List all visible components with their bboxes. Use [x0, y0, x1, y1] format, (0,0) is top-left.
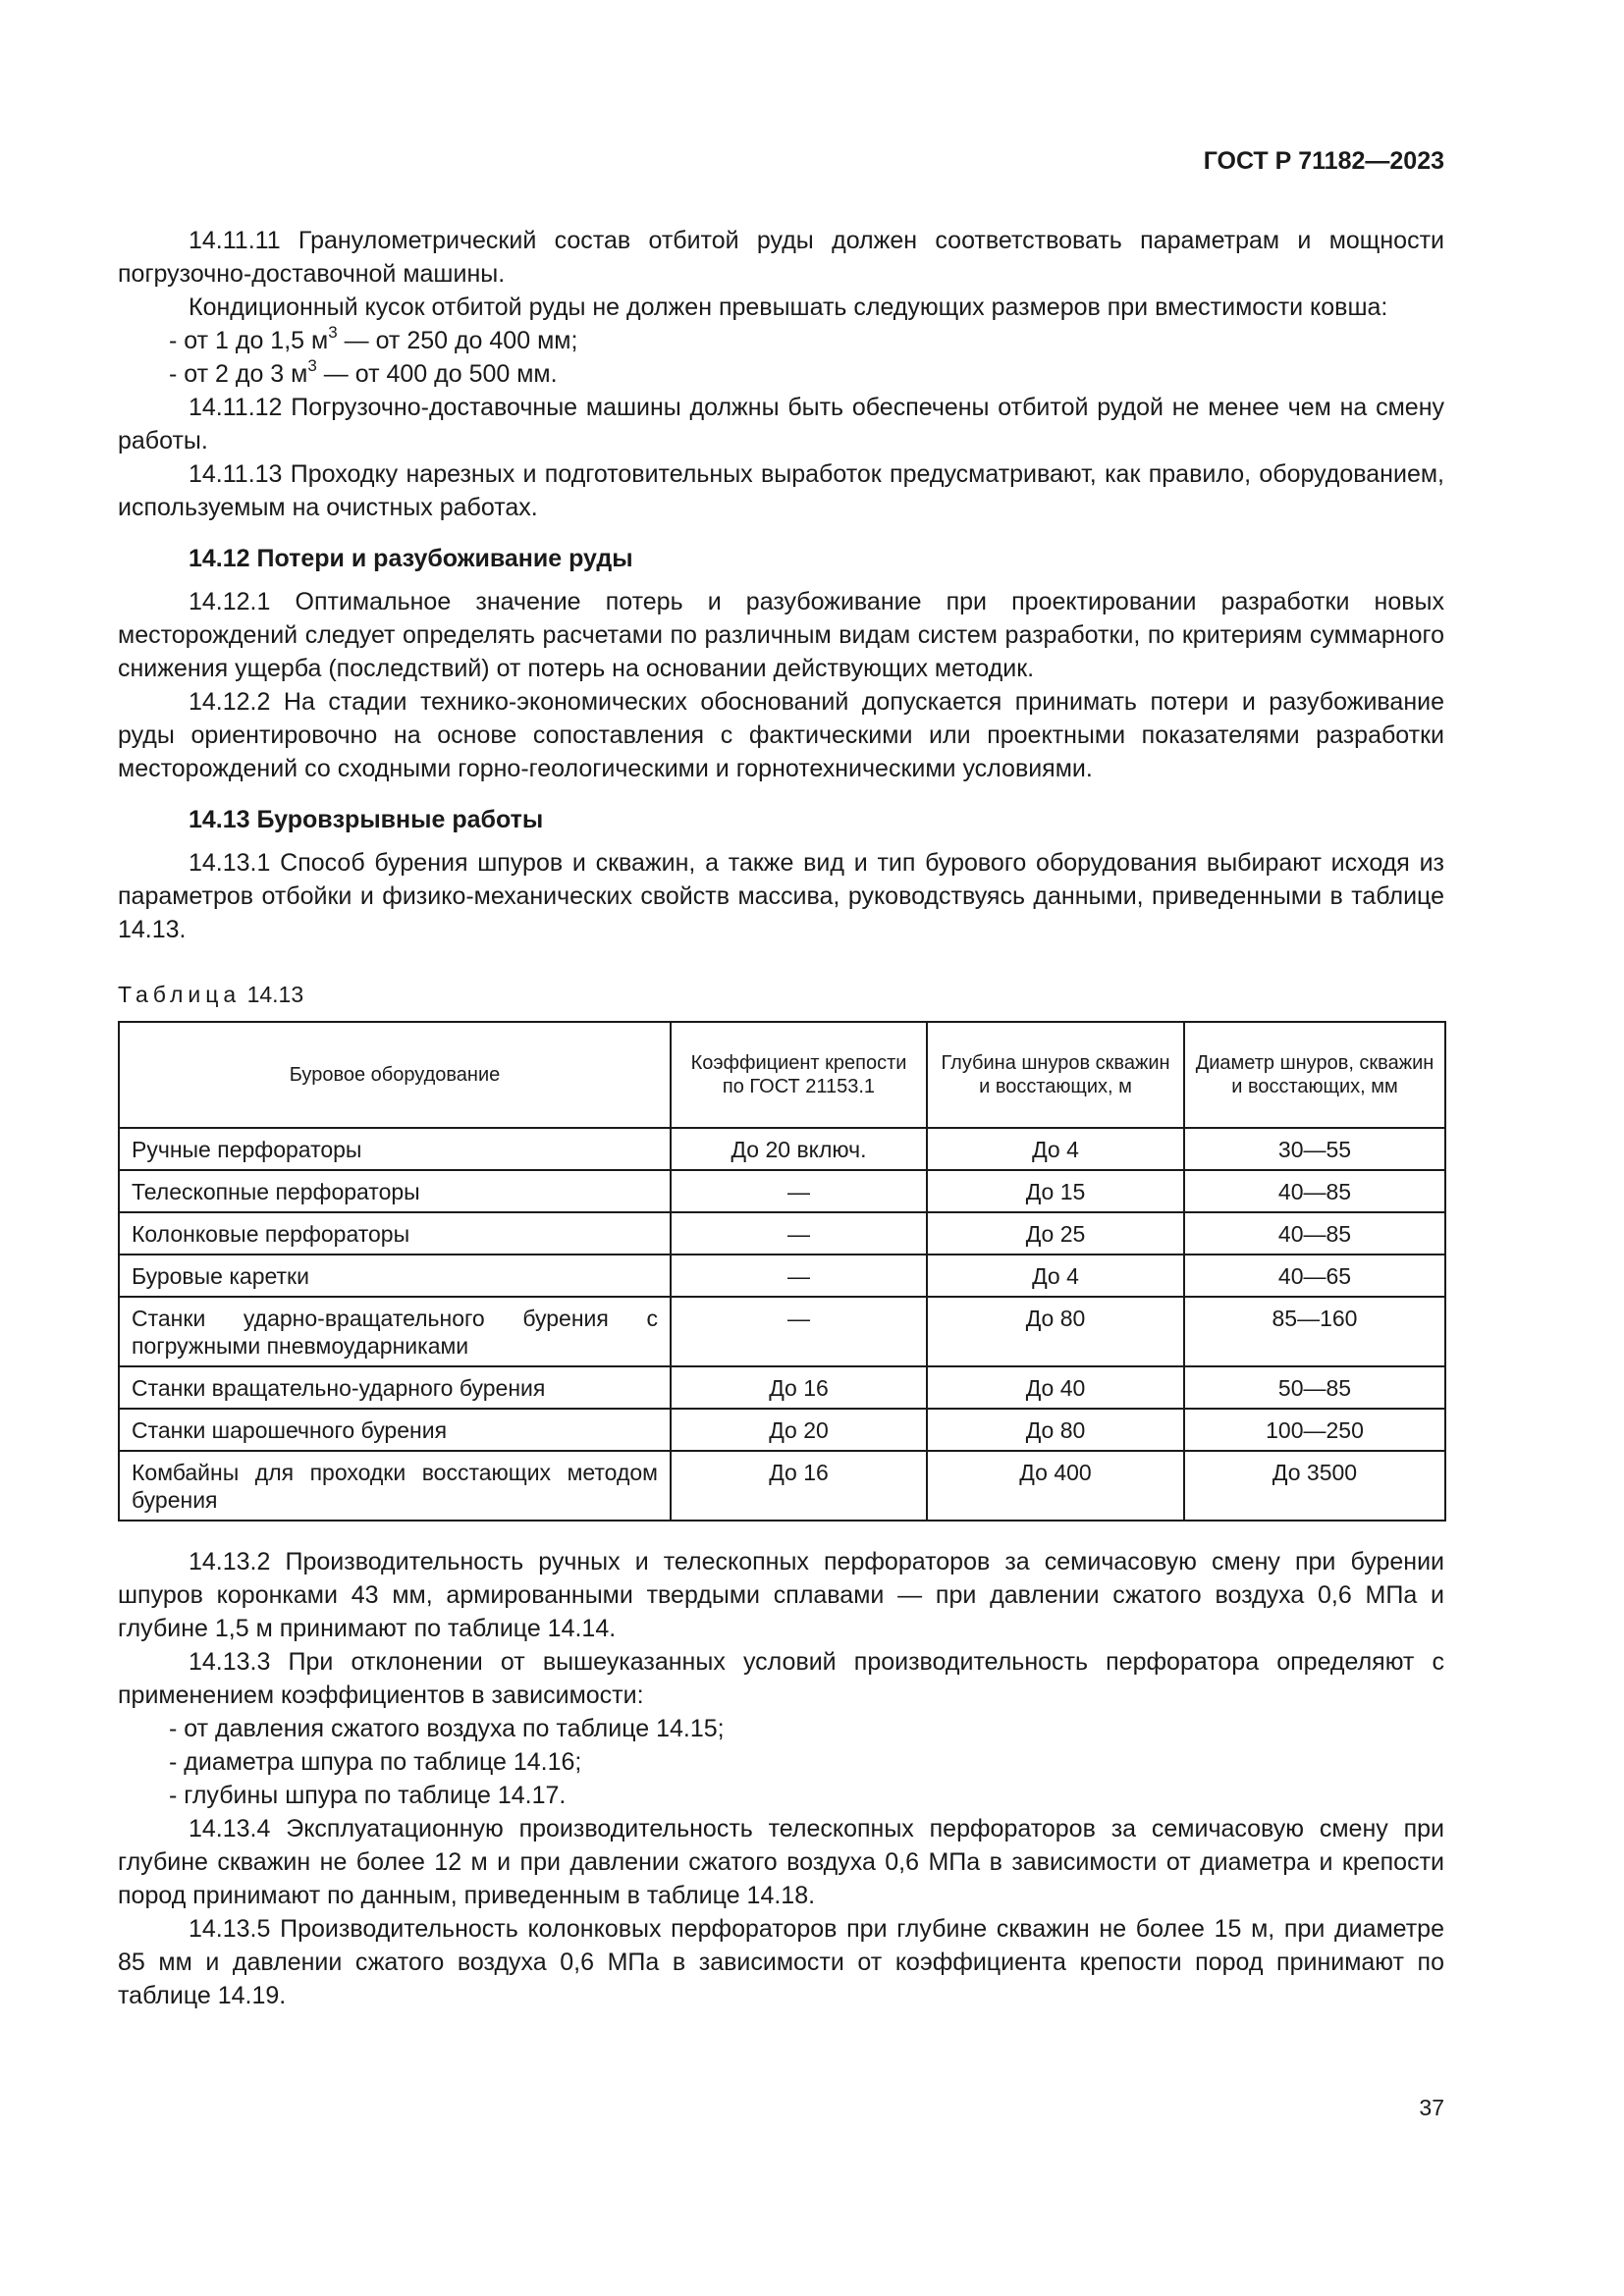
table-cell: До 16 — [671, 1451, 927, 1521]
paragraph-14-12-2: 14.12.2 На стадии технико-экономических обоснований допускается принимать потери и разубоживание руды ориентировочно на основе сопоставления с фактическими или проектными показателями разработки месторождений со сходными горно-геологическими и горнотехническими условиями. — [118, 688, 1444, 782]
superscript: 3 — [328, 322, 338, 342]
table-cell: 40—85 — [1184, 1212, 1445, 1255]
table-cell: До 4 — [927, 1128, 1184, 1170]
paragraph-kondicionny: Кондиционный кусок отбитой руды не должен превышать следующих размеров при вместимости ковша: — [189, 294, 1388, 321]
paragraph-14-11-11: 14.11.11 Гранулометрический состав отбитой руды должен соответствовать параметрам и мощности погрузочно-доставочной машины. — [118, 227, 1444, 288]
list-item-bucket-1: - от 1 до 1,5 $м^3$ — от 250 до 400 мм; — [169, 322, 578, 354]
document-header: ГОСТ Р 71182—2023 — [1203, 147, 1444, 175]
paragraph-14-13-5: 14.13.5 Производительность колонковых перфораторов при глубине скважин не более 15 м, при диаметре 85 мм и давлении сжатого воздуха 0,6 МПа в зависимости от коэффициента крепости пород принимают по таблице 14.19. — [118, 1915, 1444, 2009]
table-cell: 40—65 — [1184, 1255, 1445, 1297]
section-heading-14-12: 14.12 Потери и разубоживание руды — [189, 545, 633, 572]
table-cell: Телескопные перфораторы — [119, 1170, 671, 1212]
table-cell: — — [671, 1212, 927, 1255]
list-item-bucket-2: - от 2 до 3 $м^3$ — от 400 до 500 мм. — [169, 355, 558, 388]
table-row — [119, 1212, 1445, 1255]
table-row — [119, 1170, 1445, 1212]
paragraph-14-11-12: 14.11.12 Погрузочно-доставочные машины должны быть обеспечены отбитой рудой не менее чем на смену работы. — [118, 394, 1444, 454]
list-item-pressure: - от давления сжатого воздуха по таблице 14.15; — [169, 1715, 725, 1742]
list-item-depth: - глубины шпура по таблице 14.17. — [169, 1782, 567, 1809]
table-cell: 85—160 — [1184, 1297, 1445, 1366]
table-cell: До 400 — [927, 1451, 1184, 1521]
table-cell: До 3500 — [1184, 1451, 1445, 1521]
table-cell: До 16 — [671, 1366, 927, 1409]
table-row — [119, 1297, 1445, 1366]
table-row — [119, 1451, 1445, 1521]
table-cell: — — [671, 1297, 927, 1366]
table-caption: Таблица 14.13 — [118, 982, 304, 1007]
paragraph-14-13-2: 14.13.2 Производительность ручных и телескопных перфораторов за семичасовую смену при бурении шпуров коронками 43 мм, армированными твердыми сплавами — при давлении сжатого воздуха 0,6 МПа и глубине 1,5 м принимают по таблице 14.14. — [118, 1548, 1444, 1642]
table-row — [119, 1255, 1445, 1297]
table-cell: Буровые каретки — [119, 1255, 671, 1297]
table-cell: 50—85 — [1184, 1366, 1445, 1409]
paragraph-14-13-1: 14.13.1 Способ бурения шпуров и скважин, а также вид и тип бурового оборудования выбирают исходя из параметров отбойки и физико-механических свойств массива, руководствуясь данными, приведенными в таблице 14.13. — [118, 849, 1444, 943]
table-cell: До 25 — [927, 1212, 1184, 1255]
list-item-diameter: - диаметра шпура по таблице 14.16; — [169, 1748, 582, 1776]
table-row — [119, 1409, 1445, 1451]
column-header: Глубина шнуров скважин и восстающих, м — [927, 1022, 1184, 1128]
page-number: 37 — [1419, 2095, 1444, 2120]
page-content — [118, 224, 1444, 2012]
table-cell: 30—55 — [1184, 1128, 1445, 1170]
section-heading-14-13: 14.13 Буровзрывные работы — [189, 806, 544, 833]
superscript: 3 — [307, 355, 317, 375]
column-header: Буровое оборудование — [119, 1022, 671, 1128]
table-cell: 40—85 — [1184, 1170, 1445, 1212]
table-cell: Ручные перфораторы — [119, 1128, 671, 1170]
paragraph-14-13-3: 14.13.3 При отклонении от вышеуказанных условий производительность перфоратора определяют с применением коэффициентов в зависимости: — [118, 1648, 1444, 1709]
table-cell: До 20 включ. — [671, 1128, 927, 1170]
table-cell: Станки шарошечного бурения — [119, 1409, 671, 1451]
table-cell: Станки вращательно-ударного бурения — [119, 1366, 671, 1409]
table-cell: До 80 — [927, 1409, 1184, 1451]
table-cell: До 4 — [927, 1255, 1184, 1297]
table-cell: До 15 — [927, 1170, 1184, 1212]
table-cell: — — [671, 1255, 927, 1297]
table-cell: 100—250 — [1184, 1409, 1445, 1451]
drilling-equipment-table — [118, 1021, 1446, 1522]
table-cell: До 80 — [927, 1297, 1184, 1366]
table-cell: — — [671, 1170, 927, 1212]
paragraph-14-13-4: 14.13.4 Эксплуатационную производительность телескопных перфораторов за семичасовую смену при глубине скважин не более 12 м и при давлении сжатого воздуха 0,6 МПа в зависимости от диаметра и крепости пород принимают по данным, приведенным в таблице 14.18. — [118, 1815, 1444, 1909]
table-cell: До 40 — [927, 1366, 1184, 1409]
table-cell: Станки ударно-вращательного бурения с погружными пневмоударниками — [119, 1297, 671, 1366]
paragraph-14-12-1: 14.12.1 Оптимальное значение потерь и разубоживание при проектировании разработки новых месторождений следует определять расчетами по различным видам систем разработки, по критериям суммарного снижения ущерба (последствий) от потерь на основании действующих методик. — [118, 588, 1444, 682]
table-row — [119, 1366, 1445, 1409]
table-cell: Комбайны для проходки восстающих методом бурения — [119, 1451, 671, 1521]
table-cell: Колонковые перфораторы — [119, 1212, 671, 1255]
column-header: Диаметр шнуров, скважин и восстающих, мм — [1184, 1022, 1445, 1128]
table-cell: До 20 — [671, 1409, 927, 1451]
table-row — [119, 1128, 1445, 1170]
column-header: Коэффициент крепости по ГОСТ 21153.1 — [671, 1022, 927, 1128]
paragraph-14-11-13: 14.11.13 Проходку нарезных и подготовительных выработок предусматривают, как правило, оборудованием, используемым на очистных работах. — [118, 460, 1444, 521]
table-header-row — [119, 1022, 1445, 1128]
